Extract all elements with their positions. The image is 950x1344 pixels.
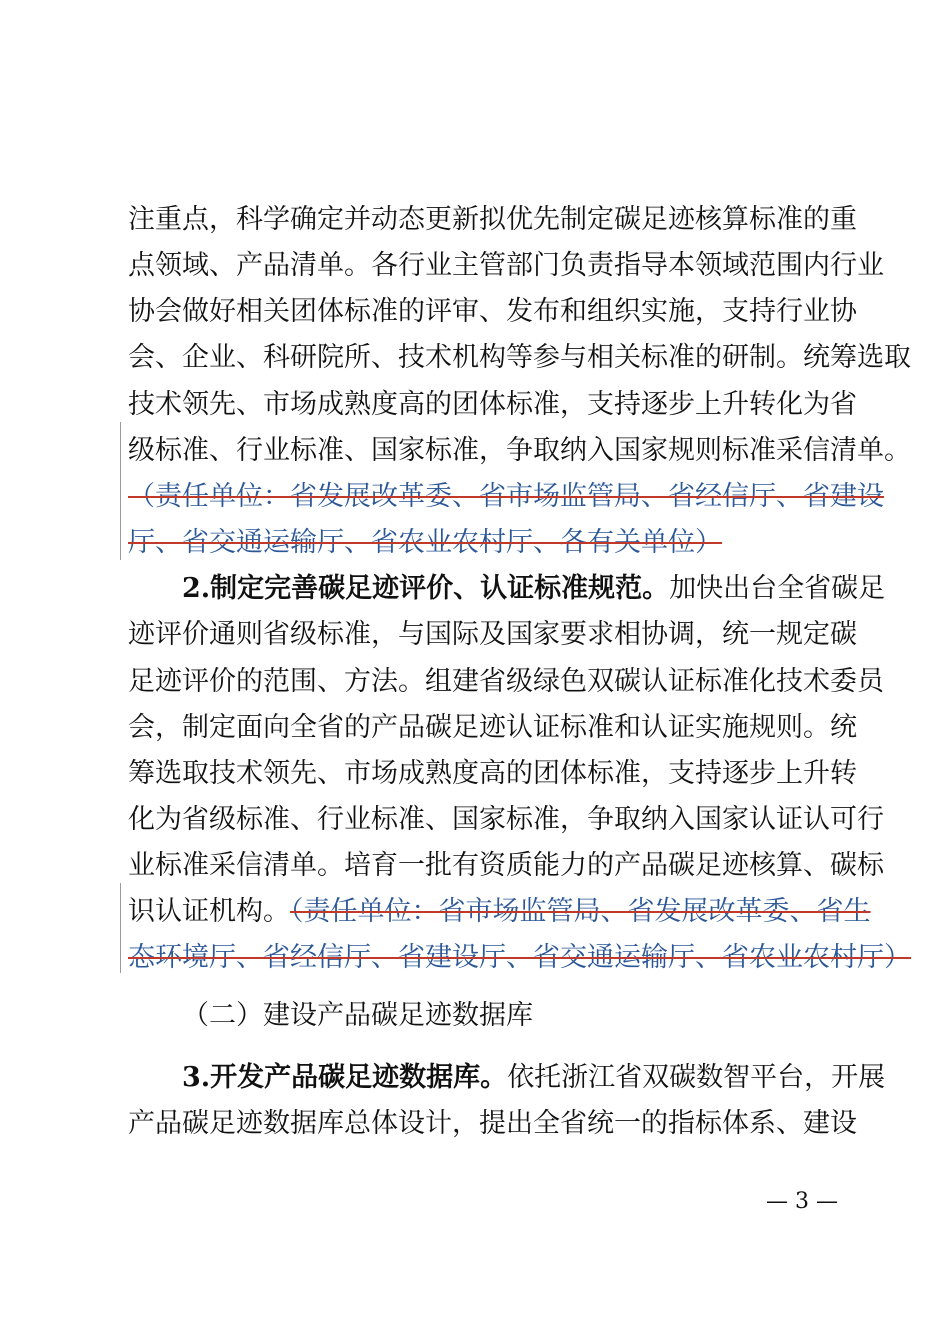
plain-text: 识认证机构。	[128, 896, 290, 927]
item-3-first-line	[182, 1055, 886, 1101]
paragraph-line: 技术领先、市场成熟度高的团体标准，支持逐步上升转化为省	[128, 389, 857, 420]
item-2-text: 加快出台全省碳足	[669, 573, 886, 604]
paragraph-line: 级标准、行业标准、国家标准，争取纳入国家规则标准采信清单。	[128, 435, 911, 466]
paragraph-line: 协会做好相关团体标准的评审、发布和组织实施，支持行业协	[128, 296, 857, 327]
item-2-first-line	[182, 566, 886, 612]
paragraph-line: 会、企业、科研院所、技术机构等参与相关标准的研制。统筹选取	[128, 342, 911, 373]
paragraph-line: 注重点，科学确定并动态更新拟优先制定碳足迹核算标准的重	[128, 204, 857, 235]
deleted-text: （责任单位：省市场监管局、省发展改革委、省生	[290, 896, 871, 927]
paragraph-line: 足迹评价的范围、方法。组建省级绿色双碳认证标准化技术委员	[128, 666, 884, 697]
paragraph-line: 筹选取技术领先、市场成熟度高的团体标准，支持逐步上升转	[128, 758, 857, 789]
paragraph-line: 产品碳足迹数据库总体设计，提出全省统一的指标体系、建设	[128, 1108, 857, 1139]
revision-change-bar	[120, 422, 121, 560]
item-3-text: 依托浙江省双碳数智平台，开展	[507, 1062, 886, 1093]
paragraph-line: 会，制定面向全省的产品碳足迹认证标准和认证实施规则。统	[128, 712, 857, 743]
deleted-text: （责任单位：省发展改革委、省市场监管局、省经信厅、省建设	[128, 481, 884, 512]
section-heading: （二）建设产品碳足迹数据库	[182, 1000, 533, 1031]
paragraph-line-mixed	[128, 889, 871, 935]
paragraph-line: 化为省级标准、行业标准、国家标准，争取纳入国家认证认可行	[128, 804, 884, 835]
item-2-heading: 2.制定完善碳足迹评价、认证标准规范。	[182, 573, 670, 604]
paragraph-line: 迹评价通则省级标准，与国际及国家要求相协调，统一规定碳	[128, 619, 857, 650]
paragraph-line: 点领域、产品清单。各行业主管部门负责指导本领域范围内行业	[128, 250, 884, 281]
deleted-text: 态环境厅、省经信厅、省建设厅、省交通运输厅、省农业农村厅）	[128, 942, 911, 973]
revision-change-bar	[120, 883, 121, 973]
item-3-heading: 3.开发产品碳足迹数据库。	[182, 1062, 508, 1093]
paragraph-line: 业标准采信清单。培育一批有资质能力的产品碳足迹核算、碳标	[128, 850, 884, 881]
page-number: — 3 —	[766, 1189, 838, 1214]
deleted-text: 厅、省交通运输厅、省农业农村厅、各有关单位）	[128, 527, 722, 558]
